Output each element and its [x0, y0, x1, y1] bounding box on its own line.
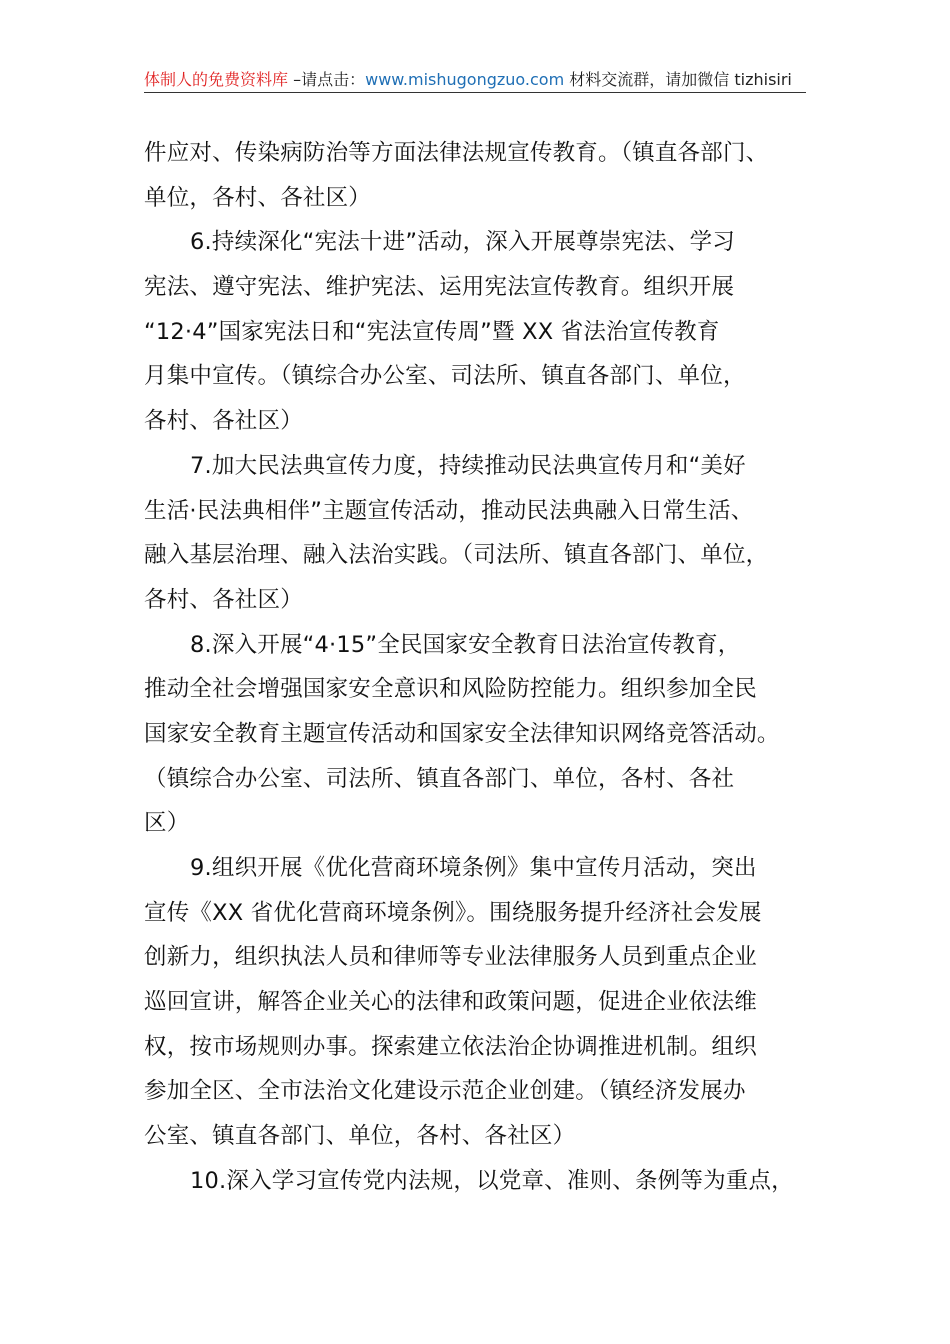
text-line: 权，按市场规则办事。探索建立依法治企协调推进机制。组织 — [144, 1033, 757, 1060]
text-line: 国家安全教育主题宣传活动和国家安全法律知识网络竞答活动。 — [144, 720, 780, 747]
text-line: 参加全区、全市法治文化建设示范企业创建。（镇经济发展办 — [144, 1078, 746, 1105]
text-line: 月集中宣传。（镇综合办公室、司法所、镇直各部门、单位， — [144, 363, 746, 390]
text-line: 7.加大民法典宣传力度，持续推动民法典宣传月和“美好 — [190, 452, 746, 479]
header-brand: 体制人的免费资料库 — [144, 70, 289, 89]
text-line: 推动全社会增强国家安全意识和风险防控能力。组织参加全民 — [144, 676, 757, 703]
text-line: 6.持续深化“宪法十进”活动，深入开展尊崇宪法、学习 — [190, 229, 735, 256]
text-line: 公室、镇直各部门、单位，各村、各社区） — [144, 1123, 576, 1150]
text-line: 区） — [144, 810, 190, 837]
text-line: 单位，各村、各社区） — [144, 184, 372, 211]
header-note: 材料交流群，请加微信 tizhisiri — [564, 70, 792, 89]
text-line: 8.深入开展“4·15”全民国家安全教育日法治宣传教育， — [190, 631, 741, 658]
text-line: 宣传《XX 省优化营商环境条例》。围绕服务提升经济社会发展 — [144, 899, 762, 926]
text-line: 各村、各社区） — [144, 408, 303, 435]
text-line: “12·4”国家宪法日和“宪法宣传周”暨 XX 省法治宣传教育 — [144, 318, 720, 345]
text-line: 9.组织开展《优化营商环境条例》集中宣传月活动，突出 — [190, 855, 757, 881]
text-line: 融入基层治理、融入法治实践。（司法所、镇直各部门、单位， — [144, 542, 769, 569]
header-link[interactable]: www.mishugongzuo.com — [365, 70, 565, 89]
text-line: 10.深入学习宣传党内法规，以党章、准则、条例等为重点， — [190, 1167, 794, 1194]
text-line: （镇综合办公室、司法所、镇直各部门、单位，各村、各社 — [144, 765, 735, 792]
document-body — [144, 131, 814, 1204]
page-header — [144, 68, 806, 93]
text-line: 各村、各社区） — [144, 586, 303, 613]
text-line: 创新力，组织执法人员和律师等专业法律服务人员到重点企业 — [144, 944, 757, 971]
text-line: 巡回宣讲，解答企业关心的法律和政策问题，促进企业依法维 — [144, 989, 757, 1016]
text-line: 宪法、遵守宪法、维护宪法、运用宪法宣传教育。组织开展 — [144, 274, 735, 301]
text-line: 件应对、传染病防治等方面法律法规宣传教育。（镇直各部门、 — [144, 140, 769, 166]
text-line: 生活·民法典相伴”主题宣传活动，推动民法典融入日常生活、 — [144, 497, 754, 524]
header-prompt: –请点击： — [288, 70, 366, 89]
